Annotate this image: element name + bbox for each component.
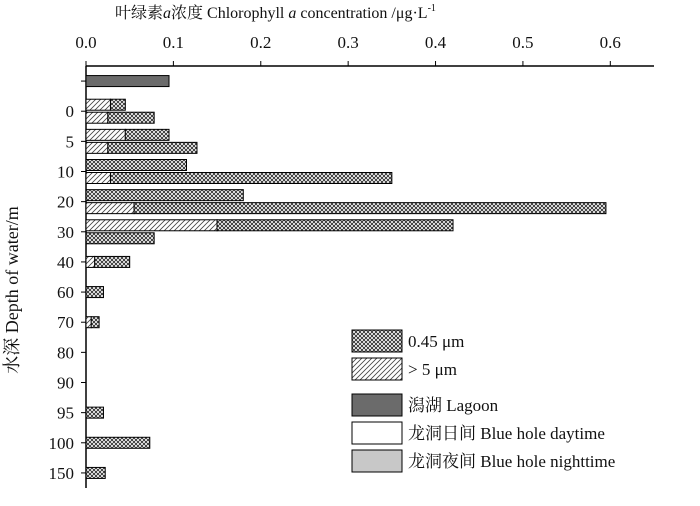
y-tick-label: 40 xyxy=(57,252,74,272)
bar-segment-fine-daytime xyxy=(86,407,103,418)
bar-segment-fine-nighttime xyxy=(108,112,154,123)
bar-segment-gt5-daytime xyxy=(86,129,125,140)
x-tick-label: 0.2 xyxy=(250,33,272,52)
bar-segment-fine-nighttime xyxy=(86,287,103,298)
y-tick-label: 150 xyxy=(48,463,74,483)
y-tick-label: 10 xyxy=(57,162,74,182)
bar-segment-fine-daytime xyxy=(125,129,169,140)
bar-segment-fine-daytime xyxy=(217,220,453,231)
bar-segment-fine-daytime xyxy=(86,467,105,478)
legend-label-daytime: 龙洞日间 Blue hole daytime xyxy=(408,424,605,443)
y-tick-label: 30 xyxy=(57,222,74,242)
x-tick-label: 0.4 xyxy=(424,33,447,52)
y-tick-label: 5 xyxy=(65,132,74,152)
y-tick-label: 80 xyxy=(57,343,74,363)
bar-segment-fine-nighttime xyxy=(86,233,154,244)
bar-segment-fine-daytime xyxy=(91,317,99,328)
y-tick-label: 20 xyxy=(57,192,74,212)
x-tick-label: 0.6 xyxy=(599,33,621,52)
y-tick-label: 95 xyxy=(57,403,74,423)
bar-segment-gt5-daytime xyxy=(86,99,110,110)
y-tick-label: 100 xyxy=(48,433,74,453)
bar-segment-gt5-nighttime xyxy=(86,173,110,184)
y-axis-title: 水深 Depth of water/m xyxy=(2,206,22,374)
legend-label-coarse: > 5 μm xyxy=(408,360,457,379)
legend-swatch-daytime xyxy=(352,422,402,444)
legend xyxy=(352,330,615,472)
bars xyxy=(86,76,606,479)
bar-segment-fine-daytime xyxy=(95,256,130,267)
x-tick-label: 0.3 xyxy=(337,33,359,52)
y-tick-label: 70 xyxy=(57,313,74,333)
bar-segment-fine-nighttime xyxy=(86,437,150,448)
y-tick-label: 90 xyxy=(57,373,74,393)
bar-lagoon xyxy=(86,76,169,87)
bar-segment-fine-nighttime xyxy=(108,142,197,153)
x-tick-label: 0.5 xyxy=(512,33,534,52)
y-tick-label: 60 xyxy=(57,283,74,303)
legend-swatch-fine xyxy=(352,330,402,352)
legend-label-fine: 0.45 μm xyxy=(408,332,465,351)
bar-segment-fine-daytime xyxy=(110,99,125,110)
bar-segment-gt5-nighttime xyxy=(86,112,108,123)
bar-segment-gt5-nighttime xyxy=(86,203,134,214)
bar-segment-fine-nighttime xyxy=(134,203,606,214)
legend-label-lagoon: 潟湖 Lagoon xyxy=(408,396,499,415)
x-axis-title: 叶绿素a浓度 Chlorophyll a concentration $/\mu g\cdot L^{-1}$ xyxy=(115,3,436,22)
bar-segment-gt5-daytime xyxy=(86,256,95,267)
bar-segment-gt5-daytime xyxy=(86,317,91,328)
bar-segment-fine-daytime xyxy=(86,190,243,201)
legend-swatch-coarse xyxy=(352,358,402,380)
legend-swatch-nighttime xyxy=(352,450,402,472)
bar-segment-gt5-daytime xyxy=(86,220,217,231)
x-tick-label: 0.0 xyxy=(75,33,97,52)
bar-segment-fine-nighttime xyxy=(110,173,391,184)
legend-swatch-lagoon xyxy=(352,394,402,416)
axes xyxy=(49,33,655,488)
y-tick-label: 0 xyxy=(65,102,74,122)
bar-segment-gt5-nighttime xyxy=(86,142,108,153)
x-tick-label: 0.1 xyxy=(162,33,185,52)
legend-label-nighttime: 龙洞夜间 Blue hole nighttime xyxy=(408,452,616,471)
bar-segment-fine-daytime xyxy=(86,160,186,171)
